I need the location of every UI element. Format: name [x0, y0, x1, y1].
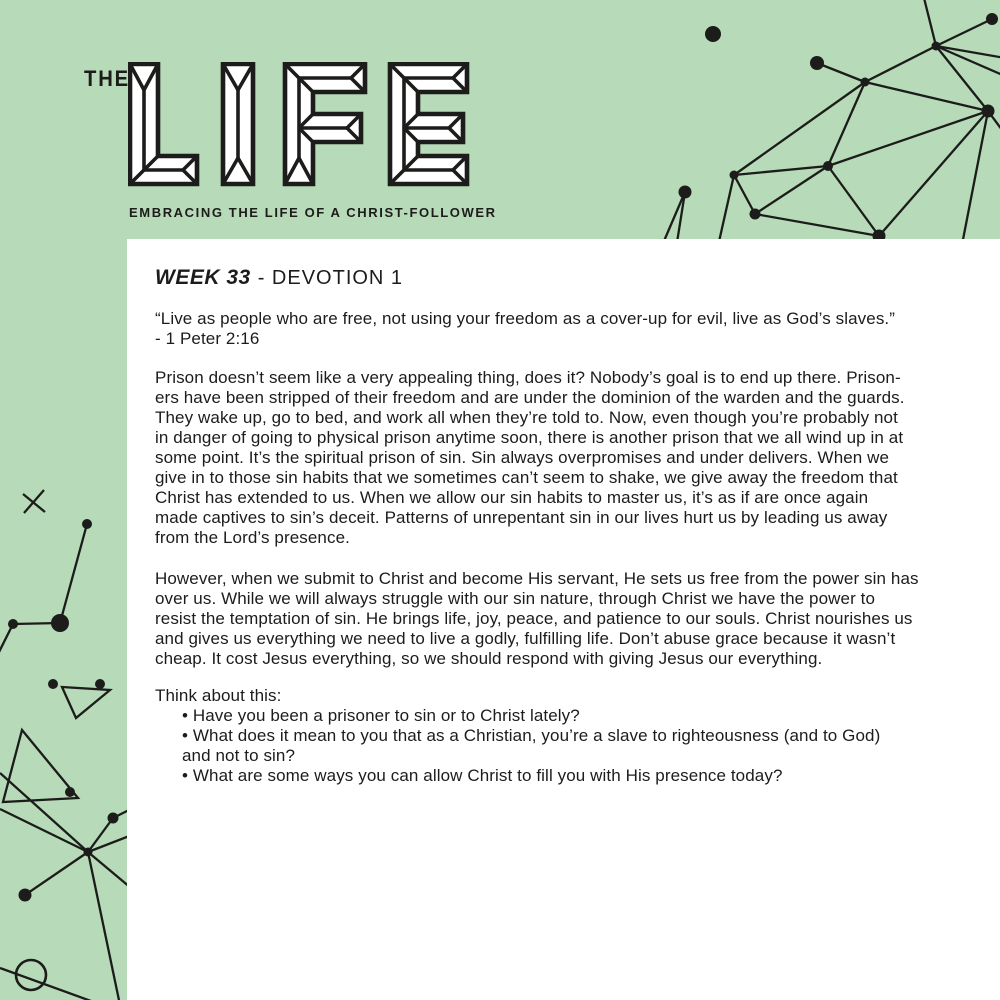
text-line: from the Lord’s presence. [155, 528, 350, 547]
text-line: cheap. It cost Jesus everything, so we should respond with giving Jesus our everything. [155, 649, 823, 668]
text-line: made captives to sin’s deceit. Patterns of unrepentant sin in our lives hurt us by leading us away [155, 508, 888, 527]
think-label: Think about this: [155, 686, 282, 705]
text-line: • Have you been a prisoner to sin or to Christ lately? [182, 706, 580, 725]
logo-tagline: EMBRACING THE LIFE OF A CHRIST-FOLLOWER [129, 205, 497, 220]
text-line: - 1 Peter 2:16 [155, 329, 260, 348]
think-about-this-section [155, 686, 1000, 786]
letter-L [130, 64, 197, 184]
text-line: and gives us everything we need to live a godly, fulfilling life. Don’t abuse grace because it wasn’t [155, 629, 896, 648]
text-line: • What does it mean to you that as a Christian, you’re a slave to righteousness (and to God) [182, 726, 881, 745]
constellation-network-icon [620, 0, 1000, 250]
text-line: over us. While we will always struggle with our sin nature, through Christ we have the power to [155, 589, 876, 608]
verse-quote [155, 309, 1000, 349]
logo-life-wordmark [128, 62, 472, 188]
text-line: some point. It’s the spiritual prison of sin. Sin always overpromises and under delivers. When we [155, 448, 890, 467]
text-line: give in to those sin habits that we sometimes can’t seem to shake, we give away the freedom that [155, 468, 898, 487]
text-line: in danger of going to physical prison anytime soon, there is another prison that we all wind up in at [155, 428, 904, 447]
shape-dots [8, 519, 119, 902]
paragraph-1 [155, 368, 1000, 548]
text-line: Christ has extended to us. When we allow our sin habits to master us, it’s as if are once again [155, 488, 869, 507]
text-line: However, when we submit to Christ and become His servant, He sets us free from the power sin has [155, 569, 919, 588]
small-triangle-icon [62, 687, 110, 718]
paragraph-2 [155, 569, 1000, 669]
text-line: and not to sin? [182, 746, 296, 765]
page-title [155, 266, 1000, 290]
letter-F [285, 64, 365, 184]
text-line: They wake up, go to bed, and work all when they’re told to. Now, even though you’re probably not [155, 408, 898, 427]
text-line: “Live as people who are free, not using your freedom as a cover-up for evil, live as God’s slaves.” [155, 309, 896, 328]
x-mark-icon [23, 490, 45, 513]
text-line: resist the temptation of sin. He brings life, joy, peace, and patience to our souls. Christ nourishes us [155, 609, 913, 628]
question-list [182, 706, 1000, 786]
text-line: ers have been stripped of their freedom and are under the dominion of the warden and the guards. [155, 388, 905, 407]
text-line: Prison doesn’t seem like a very appealing thing, does it? Nobody’s goal is to end up there. Prison- [155, 368, 901, 387]
text-line: • What are some ways you can allow Christ to fill you with His presence today? [182, 766, 783, 785]
devotion-label: - DEVOTION 1 [257, 267, 404, 289]
constellation-shapes-icon [0, 460, 135, 1000]
content-panel [127, 239, 1000, 1000]
week-label: WEEK 33 [155, 266, 251, 289]
letter-E [390, 64, 467, 184]
shape-lines [0, 524, 135, 1000]
logo-the-text: THE [84, 66, 130, 91]
letter-I [223, 64, 253, 184]
